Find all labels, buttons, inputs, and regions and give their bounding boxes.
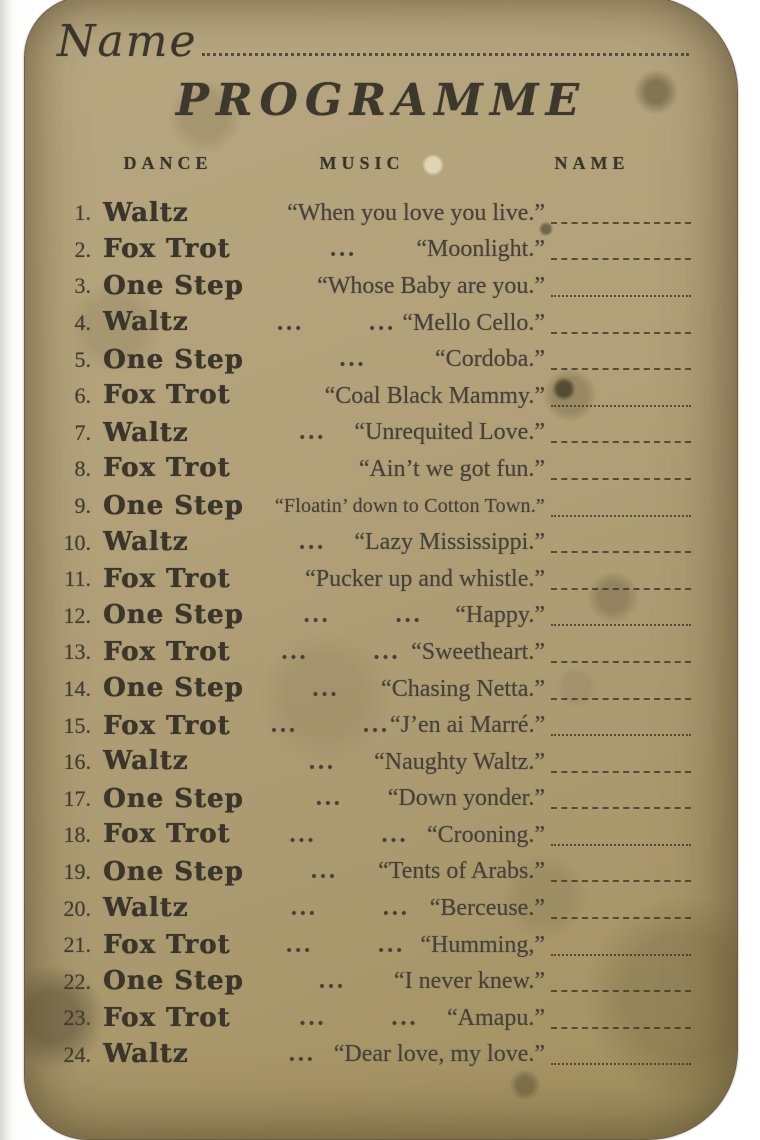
programme-row [25, 744, 737, 781]
dance-type: Fox Trot [103, 710, 231, 741]
dance-type: Waltz [103, 1038, 189, 1069]
row-number: 21. [63, 932, 91, 958]
music-title: “Cordoba.” [435, 346, 545, 373]
programme-row [25, 451, 737, 488]
row-middle [271, 236, 545, 263]
dance-type: Fox Trot [103, 1003, 231, 1034]
row-number: 8. [74, 456, 91, 482]
programme-row [25, 598, 737, 635]
dance-type: One Step [103, 271, 244, 302]
row-middle [271, 529, 545, 556]
partner-write-in-line [551, 1026, 691, 1029]
dance-type: Waltz [103, 526, 189, 557]
leader-dots: ... ... [290, 895, 410, 922]
row-number: 19. [63, 858, 91, 884]
row-number: 18. [63, 822, 91, 848]
row-middle [271, 566, 545, 593]
programme-row [25, 415, 737, 452]
dance-programme-card [24, 0, 738, 1140]
dance-type: One Step [103, 856, 244, 887]
programme-title: PROGRAMME [175, 75, 587, 126]
row-middle [271, 346, 545, 373]
dance-type: Waltz [103, 892, 189, 923]
partner-write-in-line [551, 879, 691, 882]
column-header-dance: DANCE [123, 153, 213, 173]
music-title: “Chasing Netta.” [381, 675, 545, 702]
programme-row [25, 963, 737, 1000]
row-number: 17. [63, 785, 91, 811]
programme-row [25, 195, 737, 232]
dance-type: Waltz [103, 307, 189, 338]
music-title: “Happy.” [455, 602, 545, 629]
leader-dots: ... ... [286, 931, 406, 958]
dance-type: Fox Trot [103, 380, 231, 411]
row-number: 16. [63, 749, 91, 775]
dance-type: Waltz [103, 198, 189, 229]
row-number: 3. [74, 273, 91, 299]
partner-write-in-line [551, 733, 691, 736]
row-middle [271, 495, 545, 518]
row-middle [271, 1005, 545, 1032]
dance-type: Fox Trot [103, 564, 231, 595]
dance-type: Fox Trot [103, 637, 231, 668]
row-middle [271, 785, 545, 812]
partner-write-in-line [551, 843, 691, 846]
row-middle [271, 968, 545, 995]
partner-write-in-line [551, 550, 691, 553]
programme-row [25, 561, 737, 598]
programme-row [25, 341, 737, 378]
partner-write-in-line [551, 587, 691, 590]
music-title: “Crooning.” [427, 821, 545, 848]
programme-row [25, 268, 737, 305]
row-middle [271, 858, 545, 885]
leader-dots: ... [330, 236, 358, 263]
leader-dots: ... ... [271, 712, 390, 739]
column-header-music: MUSIC [319, 153, 405, 173]
column-header-name: NAME [554, 153, 630, 173]
row-number: 14. [63, 676, 91, 702]
column-headers [25, 153, 737, 177]
music-title: “Unrequited Love.” [354, 419, 545, 446]
music-title: “Dear love, my love.” [333, 1041, 545, 1068]
row-middle [271, 602, 545, 629]
dance-type: One Step [103, 965, 244, 996]
music-title: “Berceuse.” [429, 895, 545, 922]
programme-row [25, 232, 737, 269]
row-number: 13. [63, 639, 91, 665]
programme-row [25, 524, 737, 561]
music-title: “Mello Cello.” [402, 309, 545, 336]
leader-dots: ... [318, 968, 346, 995]
row-middle [271, 639, 545, 666]
programme-row [25, 488, 737, 525]
row-middle [271, 822, 545, 849]
partner-write-in-line [551, 806, 691, 809]
leader-dots: ... [315, 785, 343, 812]
dance-type: One Step [103, 344, 244, 375]
programme-row [25, 1037, 737, 1074]
programme-row [25, 707, 737, 744]
partner-write-in-line [551, 367, 691, 370]
name-write-in-line [202, 17, 690, 56]
programme-row [25, 890, 737, 927]
partner-write-in-line [551, 697, 691, 700]
dance-type: One Step [103, 673, 244, 704]
row-number: 2. [74, 236, 91, 262]
leader-dots: ... [299, 529, 327, 556]
row-middle [271, 383, 545, 410]
dance-type: Fox Trot [103, 233, 231, 264]
row-middle [271, 1041, 545, 1068]
row-number: 23. [63, 1005, 91, 1031]
row-number: 7. [74, 419, 91, 445]
music-title: “Moonlight.” [416, 236, 545, 263]
music-title: “Humming,” [420, 931, 545, 958]
row-number: 12. [63, 602, 91, 628]
row-middle [271, 273, 545, 300]
programme-row [25, 817, 737, 854]
partner-write-in-line [551, 221, 691, 224]
dance-type: Fox Trot [103, 819, 231, 850]
leader-dots: ... [339, 346, 367, 373]
programme-row [25, 305, 737, 342]
row-middle [271, 456, 545, 483]
partner-write-in-line [551, 440, 691, 443]
music-title: “Whose Baby are you.” [317, 272, 545, 299]
leader-dots: ... ... [277, 309, 397, 336]
row-middle [271, 932, 545, 959]
name-label: Name [57, 16, 198, 67]
leader-dots: ... [299, 419, 327, 446]
music-title: “Down yonder.” [387, 785, 545, 812]
partner-write-in-line [551, 404, 691, 407]
music-title: “When you love you live.” [287, 199, 545, 226]
row-middle [271, 200, 545, 227]
partner-write-in-line [551, 331, 691, 334]
music-title: “Naughty Waltz.” [374, 748, 545, 775]
leader-dots: ... ... [303, 602, 423, 629]
row-middle [271, 676, 545, 703]
name-field-row [57, 16, 695, 67]
music-title: “Ain’t we got fun.” [358, 455, 545, 482]
dance-type: One Step [103, 599, 244, 630]
partner-write-in-line [551, 660, 691, 663]
leader-dots: ... ... [289, 821, 409, 848]
row-number: 20. [63, 895, 91, 921]
programme-rows [25, 195, 737, 1073]
row-number: 15. [63, 712, 91, 738]
partner-write-in-line [551, 294, 691, 297]
partner-write-in-line [551, 953, 691, 956]
leader-dots: ... [312, 675, 340, 702]
row-number: 9. [74, 493, 91, 519]
dance-type: One Step [103, 491, 244, 522]
leader-dots: ... [288, 1041, 316, 1068]
music-title: “Tents of Arabs.” [378, 858, 545, 885]
dance-type: Waltz [103, 417, 189, 448]
row-number: 1. [74, 200, 91, 226]
music-title: “Coal Black Mammy.” [324, 382, 545, 409]
leader-dots: ... ... [299, 1004, 419, 1031]
partner-write-in-line [551, 257, 691, 260]
music-title: “J’en ai Marré.” [390, 712, 546, 739]
music-title: “Amapu.” [447, 1004, 545, 1031]
partner-write-in-line [551, 1062, 691, 1065]
leader-dots: ... [311, 858, 339, 885]
row-middle [271, 310, 545, 337]
programme-row [25, 378, 737, 415]
programme-row [25, 781, 737, 818]
row-middle [271, 895, 545, 922]
leader-dots: ... ... [281, 638, 401, 665]
partner-write-in-line [551, 916, 691, 919]
programme-row [25, 1000, 737, 1037]
programme-row [25, 671, 737, 708]
row-middle [271, 712, 545, 739]
music-title: “Sweetheart.” [411, 638, 545, 665]
row-number: 11. [64, 566, 91, 592]
row-number: 4. [74, 310, 91, 336]
partner-write-in-line [551, 623, 691, 626]
partner-write-in-line [551, 770, 691, 773]
row-number: 22. [63, 968, 91, 994]
dance-type: One Step [103, 783, 244, 814]
row-middle [271, 749, 545, 776]
music-title: “Pucker up and whistle.” [305, 565, 545, 592]
programme-row [25, 927, 737, 964]
leader-dots: ... [309, 748, 337, 775]
music-title: “Floatin’ down to Cotton Town.” [274, 494, 545, 517]
dance-type: Fox Trot [103, 930, 231, 961]
music-title: “Lazy Mississippi.” [354, 529, 545, 556]
row-number: 24. [63, 1041, 91, 1067]
partner-write-in-line [551, 514, 691, 517]
partner-write-in-line [551, 477, 691, 480]
partner-write-in-line [551, 989, 691, 992]
dance-type: Waltz [103, 746, 189, 777]
dance-type: Fox Trot [103, 453, 231, 484]
row-middle [271, 419, 545, 446]
row-number: 10. [63, 529, 91, 555]
row-number: 6. [74, 383, 91, 409]
programme-row [25, 634, 737, 671]
row-number: 5. [74, 346, 91, 372]
programme-row [25, 854, 737, 891]
music-title: “I never knew.” [393, 968, 545, 995]
